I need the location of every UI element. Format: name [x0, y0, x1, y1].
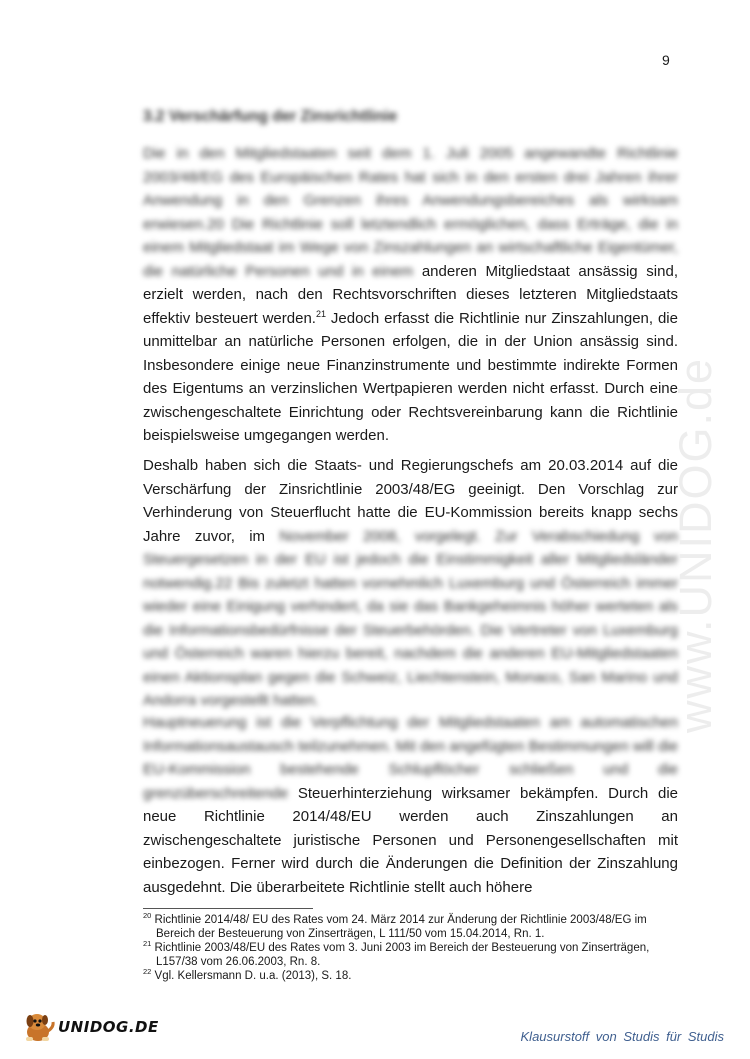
watermark: www.UNIDOG.de	[670, 356, 721, 733]
unidog-logo	[22, 1011, 159, 1043]
footnote-text: Richtlinie 2014/48/ EU des Rates vom 24. März 2014 zur Änderung der Richtlinie 2003/48/EG im Bereich der Besteuerung von Zinserträgen, L 111/50 vom 15.04.2014, Rn. 1.	[151, 914, 647, 940]
blurred-text: Hauptneuerung ist die Verpflichtung der Mitgliedstaaten am automatischen Informationsaustausch teilzunehmen. Mit den angefügten Bestimmungen will die EU-Kommission bestehende Schlupflöcher schließen und die grenzüberschreitende	[143, 714, 678, 802]
paragraph-1	[143, 142, 678, 448]
paragraph-3	[143, 711, 678, 899]
footnote-item	[143, 913, 688, 941]
tagline: Klausurstoff von Studis für Studis	[520, 1029, 724, 1044]
section-heading: 3.2 Verschärfung der Zinsrichtlinie	[143, 108, 398, 125]
visible-text: anderen Mitgliedstaat ansässig sind, erzielt werden, nach den Rechtsvorschriften dieses letzteren Mitgliedstaats effektiv besteuert werden.	[143, 262, 678, 327]
footnote-reference: 21	[315, 308, 326, 319]
visible-text: Deshalb haben sich die Staats- und Regierungschefs am 20.03.2014 auf die Verschärfung der Zinsrichtlinie 2003/48/EG geeinigt. Den Vorschlag zur Verhinderung von Steuerflucht hatte die EU-Kommission bereits knapp sechs Jahre zuvor, im	[143, 457, 678, 545]
blurred-text: November 2008, vorgelegt. Zur Verabschiedung von Steuergesetzen in der EU ist jedoch die Einstimmigkeit aller Mitgliedsländer notwendig.22 Bis zuletzt hatten vornehmlich Luxemburg und Österreich immer wieder eine Einigung verhindert, da sie das Bankgeheimnis höher werteten als die Informationsbedürfnisse der Steuerbehörden. Die Vertreter von Luxemburg und Österreich waren hierzu bereit, nachdem die anderen EU-Mitgliedstaaten einen Aktionsplan gegen die Schweiz, Liechtenstein, Monaco, San Marino und Andorra vorgestellt hatten.	[143, 527, 678, 709]
logo-text: UNIDOG.DE	[58, 1018, 159, 1036]
footnote-number: 20	[143, 911, 152, 921]
footnote-text: Vgl. Kellersmann D. u.a. (2013), S. 18.	[151, 970, 352, 982]
footnote-list	[143, 913, 688, 983]
blurred-text: Die in den Mitgliedstaaten seit dem 1. Juli 2005 angewandte Richtlinie 2003/48/EG des Europäischen Rates hat sich in den ersten drei Jahren ihrer Anwendung in den Grenzen ihres Anwendungsbereiches als wirksam erwiesen.20 Die Richtlinie soll letztendlich ermöglichen, dass Erträge, die in einem Mitgliedstaat im Wege von Zinszahlungen an wirtschaftliche Eigentümer, die natürliche Personen und in einem	[143, 145, 678, 280]
footnote-number: 21	[143, 939, 152, 949]
footnote-item	[143, 941, 688, 969]
dog-mascot-icon	[22, 1011, 56, 1043]
footnote-divider	[143, 908, 313, 909]
visible-text: Steuerhinterziehung wirksamer bekämpfen. Durch die neue Richtlinie 2014/48/EU werden auch Zinszahlungen an zwischengeschaltete juristische Personen und Personengesellschaften mit einbezogen. Ferner wird durch die Änderungen die Definition der Zinszahlung ausgedehnt. Die überarbeitete Richtlinie stellt auch höhere	[143, 784, 678, 896]
paragraph-2	[143, 454, 678, 713]
page-number: 9	[662, 52, 670, 68]
visible-text: Jedoch erfasst die Richtlinie nur Zinszahlungen, die unmittelbar an natürliche Personen erfolgen, die in der Union ansässig sind. Insbesondere einige neue Finanzinstrumente und bestimmte indirekte Formen des Eigentums an verzinslichen Wertpapieren werden nicht erfasst. Durch eine zwischengeschaltete Einrichtung oder Rechtsvereinbarung kann die Richtlinie beispielsweise umgegangen werden.	[143, 309, 678, 444]
footnote-text: Richtlinie 2003/48/EU des Rates vom 3. Juni 2003 im Bereich der Besteuerung von Zinserträgen, L157/38 vom 26.06.2003, Rn. 8.	[151, 942, 650, 968]
footnote-number: 22	[143, 967, 152, 977]
footnote-item	[143, 969, 688, 983]
